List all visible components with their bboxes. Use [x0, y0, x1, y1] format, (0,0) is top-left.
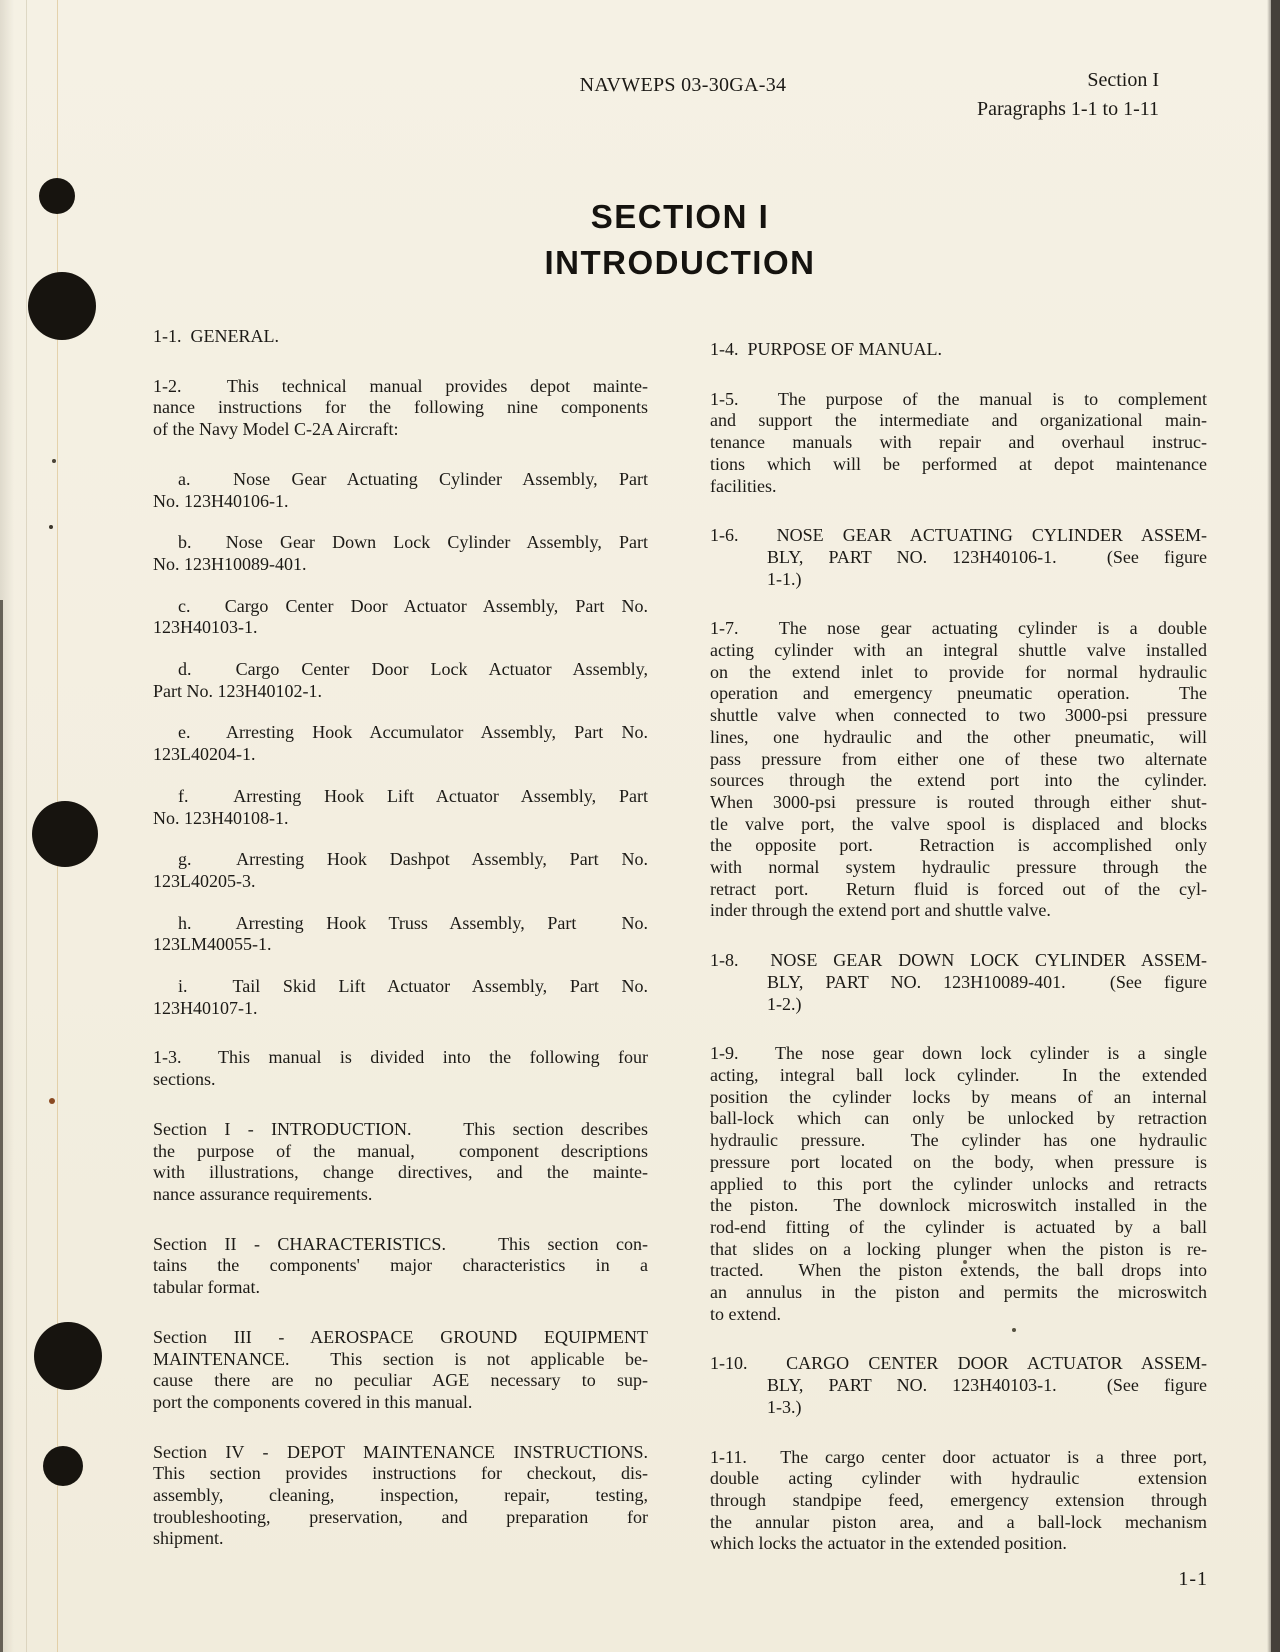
para-block: [710, 1043, 1207, 1325]
text-line: rod-end fitting of the cylinder is actuated by a ball: [710, 1216, 1207, 1237]
text-line: shuttle valve when connected to two 3000-psi pressure: [710, 705, 1207, 726]
text-line: the annular piston area, and a ball-lock mechanism: [710, 1511, 1207, 1532]
section-title-line1: SECTION I: [590, 198, 770, 235]
text-line: pass pressure from either one of these two alternate: [710, 748, 1207, 769]
paper-speck: [52, 459, 56, 463]
item-block: [153, 659, 648, 702]
para-block: [153, 1047, 648, 1090]
text-line: No. 123H10089-401.: [153, 553, 307, 574]
text-line: through standpipe feed, emergency extension through: [710, 1489, 1207, 1510]
document-number: NAVWEPS 03-30GA-34: [579, 74, 787, 96]
text-line: 1-5. The purpose of the manual is to complement: [710, 388, 1207, 409]
text-line: the opposite port. Retraction is accomplished only: [710, 835, 1207, 856]
text-line: an annulus in the piston and permits the microswitch: [710, 1282, 1207, 1303]
text-line: Section IV - DEPOT MAINTENANCE INSTRUCTIONS.: [153, 1441, 648, 1462]
text-line: 123L40205-3.: [153, 870, 256, 891]
paper-speck: [49, 525, 53, 529]
text-line: with illustrations, change directives, and the mainte-: [153, 1162, 648, 1183]
header-section-label: Section I: [1087, 69, 1159, 91]
text-line: When 3000-psi pressure is routed through either shut-: [710, 791, 1207, 812]
text-line: 1-6. NOSE GEAR ACTUATING CYLINDER ASSEM-: [710, 525, 1207, 546]
item-block: [153, 849, 648, 892]
punch-hole-mark: [34, 1322, 102, 1390]
text-line: g. Arresting Hook Dashpot Assembly, Part No.: [178, 849, 648, 870]
item-block: [153, 976, 648, 1019]
text-line: i. Tail Skid Lift Actuator Assembly, Part No.: [178, 976, 648, 997]
text-line: Part No. 123H40102-1.: [153, 680, 322, 701]
text-line: nance assurance requirements.: [153, 1183, 373, 1204]
heading-block: [153, 326, 648, 348]
text-line: hydraulic pressure. The cylinder has one hydraulic: [710, 1130, 1207, 1151]
hang-block: [710, 525, 1207, 590]
text-line: position the cylinder locks by means of an internal: [710, 1086, 1207, 1107]
text-line: f. Arresting Hook Lift Actuator Assembly, Part: [178, 785, 648, 806]
text-line: acting cylinder with an integral shuttle valve installed: [710, 640, 1207, 661]
punch-hole-mark: [39, 178, 75, 214]
header-right-block: [977, 66, 1159, 124]
text-line: tenance manuals with repair and overhaul instruc-: [710, 432, 1207, 453]
para-block: [153, 376, 648, 441]
text-line: BLY, PART NO. 123H40106-1. (See figure: [767, 546, 1207, 567]
text-line: c. Cargo Center Door Actuator Assembly, Part No.: [178, 595, 648, 616]
text-line: 1-9. The nose gear down lock cylinder is a single: [710, 1043, 1207, 1064]
hang-block: [710, 1353, 1207, 1418]
text-line: acting, integral ball lock cylinder. In the extended: [710, 1064, 1207, 1085]
text-line: tle valve port, the valve spool is displaced and blocks: [710, 813, 1207, 834]
text-line: double acting cylinder with hydraulic extension: [710, 1468, 1207, 1489]
text-line: tabular format.: [153, 1277, 260, 1298]
para-block: [710, 1447, 1207, 1556]
para-block: [710, 618, 1207, 922]
text-line: 123H40107-1.: [153, 997, 258, 1018]
right-scan-edge: [1271, 0, 1280, 1652]
text-line: No. 123H40108-1.: [153, 807, 289, 828]
text-line: the piston. The downlock microswitch installed in the: [710, 1195, 1207, 1216]
text-line: 1-1. GENERAL.: [153, 326, 279, 346]
text-line: tains the components' major characteristics in a: [153, 1255, 648, 1276]
para-block: [153, 1234, 648, 1299]
header-paragraph-range: Paragraphs 1-1 to 1-11: [977, 98, 1159, 120]
text-line: 1-11. The cargo center door actuator is a three port,: [710, 1446, 1207, 1467]
text-line: troubleshooting, preservation, and preparation for: [153, 1506, 648, 1527]
text-line: port the components covered in this manual.: [153, 1391, 473, 1412]
text-line: 1-2.): [767, 993, 802, 1014]
right-column: [710, 339, 1207, 1555]
text-line: retract port. Return fluid is forced out of the cyl-: [710, 878, 1207, 899]
text-line: 123LM40055-1.: [153, 934, 272, 955]
paper-crease-line: [26, 0, 27, 1652]
item-block: [153, 596, 648, 639]
text-line: 1-10. CARGO CENTER DOOR ACTUATOR ASSEM-: [710, 1353, 1207, 1374]
left-scan-edge: [0, 600, 3, 1652]
punch-hole-mark: [43, 1446, 83, 1486]
text-line: lines, one hydraulic and the other pneumatic, will: [710, 726, 1207, 747]
text-line: sources through the extend port into the cylinder.: [710, 770, 1207, 791]
punch-hole-mark: [28, 272, 96, 340]
section-title-line2: INTRODUCTION: [544, 244, 816, 281]
text-line: on the extend inlet to provide for normal hydraulic: [710, 661, 1207, 682]
hang-block: [710, 950, 1207, 1015]
para-block: [153, 1119, 648, 1206]
text-line: 1-7. The nose gear actuating cylinder is a double: [710, 618, 1207, 639]
para-block: [710, 389, 1207, 498]
text-line: facilities.: [710, 475, 777, 496]
section-title: [153, 194, 1207, 286]
text-line: e. Arresting Hook Accumulator Assembly, Part No.: [178, 722, 648, 743]
text-line: pressure port located on the body, when pressure is: [710, 1151, 1207, 1172]
text-line: with normal system hydraulic pressure through the: [710, 857, 1207, 878]
item-block: [153, 469, 648, 512]
text-line: d. Cargo Center Door Lock Actuator Assembly,: [178, 659, 648, 680]
punch-hole-mark: [32, 801, 98, 867]
text-line: ball-lock which can only be unlocked by retraction: [710, 1108, 1207, 1129]
text-line: This section provides instructions for checkout, dis-: [153, 1463, 648, 1484]
text-line: 123L40204-1.: [153, 744, 256, 765]
text-line: Section II - CHARACTERISTICS. This section con-: [153, 1233, 648, 1254]
heading-block: [710, 339, 1207, 361]
text-line: BLY, PART NO. 123H10089-401. (See figure: [767, 971, 1207, 992]
text-line: 1-3.): [767, 1396, 802, 1417]
text-line: 123H40103-1.: [153, 617, 258, 638]
text-line: 1-3. This manual is divided into the following four: [153, 1047, 648, 1068]
text-line: Section III - AEROSPACE GROUND EQUIPMENT: [153, 1326, 648, 1347]
text-line: inder through the extend port and shuttle valve.: [710, 900, 1051, 921]
text-line: MAINTENANCE. This section is not applicable be-: [153, 1348, 648, 1369]
item-block: [153, 786, 648, 829]
text-line: BLY, PART NO. 123H40103-1. (See figure: [767, 1375, 1207, 1396]
text-line: applied to this port the cylinder unlocks and retracts: [710, 1173, 1207, 1194]
text-line: to extend.: [710, 1303, 781, 1324]
text-line: Section I - INTRODUCTION. This section describes: [153, 1118, 648, 1139]
text-line: cause there are no peculiar AGE necessary to sup-: [153, 1370, 648, 1391]
paper-speck: [49, 1098, 55, 1104]
text-line: 1-4. PURPOSE OF MANUAL.: [710, 339, 943, 359]
text-line: 1-1.): [767, 568, 802, 589]
text-line: tions which will be performed at depot maintenance: [710, 453, 1207, 474]
page-number: 1-1: [1178, 1568, 1208, 1590]
text-line: tracted. When the piston extends, the ball drops into: [710, 1260, 1207, 1281]
item-block: [153, 722, 648, 765]
para-block: [153, 1442, 648, 1551]
left-column: [153, 326, 648, 1550]
text-line: and support the intermediate and organizational main-: [710, 410, 1207, 431]
text-line: operation and emergency pneumatic operation. The: [710, 683, 1207, 704]
text-line: 1-8. NOSE GEAR DOWN LOCK CYLINDER ASSEM-: [710, 950, 1207, 971]
para-block: [153, 1327, 648, 1414]
text-line: sections.: [153, 1069, 216, 1090]
text-line: a. Nose Gear Actuating Cylinder Assembly, Part: [178, 468, 648, 489]
item-block: [153, 913, 648, 956]
text-line: that slides on a locking plunger when the piston is re-: [710, 1238, 1207, 1259]
item-block: [153, 532, 648, 575]
text-line: h. Arresting Hook Truss Assembly, Part No.: [178, 912, 648, 933]
text-line: nance instructions for the following nine components: [153, 397, 648, 418]
text-line: No. 123H40106-1.: [153, 490, 289, 511]
text-line: which locks the actuator in the extended position.: [710, 1533, 1067, 1554]
text-line: b. Nose Gear Down Lock Cylinder Assembly, Part: [178, 532, 648, 553]
text-line: 1-2. This technical manual provides depot mainte-: [153, 375, 648, 396]
text-line: of the Navy Model C-2A Aircraft:: [153, 419, 399, 440]
text-line: assembly, cleaning, inspection, repair, testing,: [153, 1485, 648, 1506]
text-line: shipment.: [153, 1528, 224, 1549]
text-line: the purpose of the manual, component descriptions: [153, 1140, 648, 1161]
